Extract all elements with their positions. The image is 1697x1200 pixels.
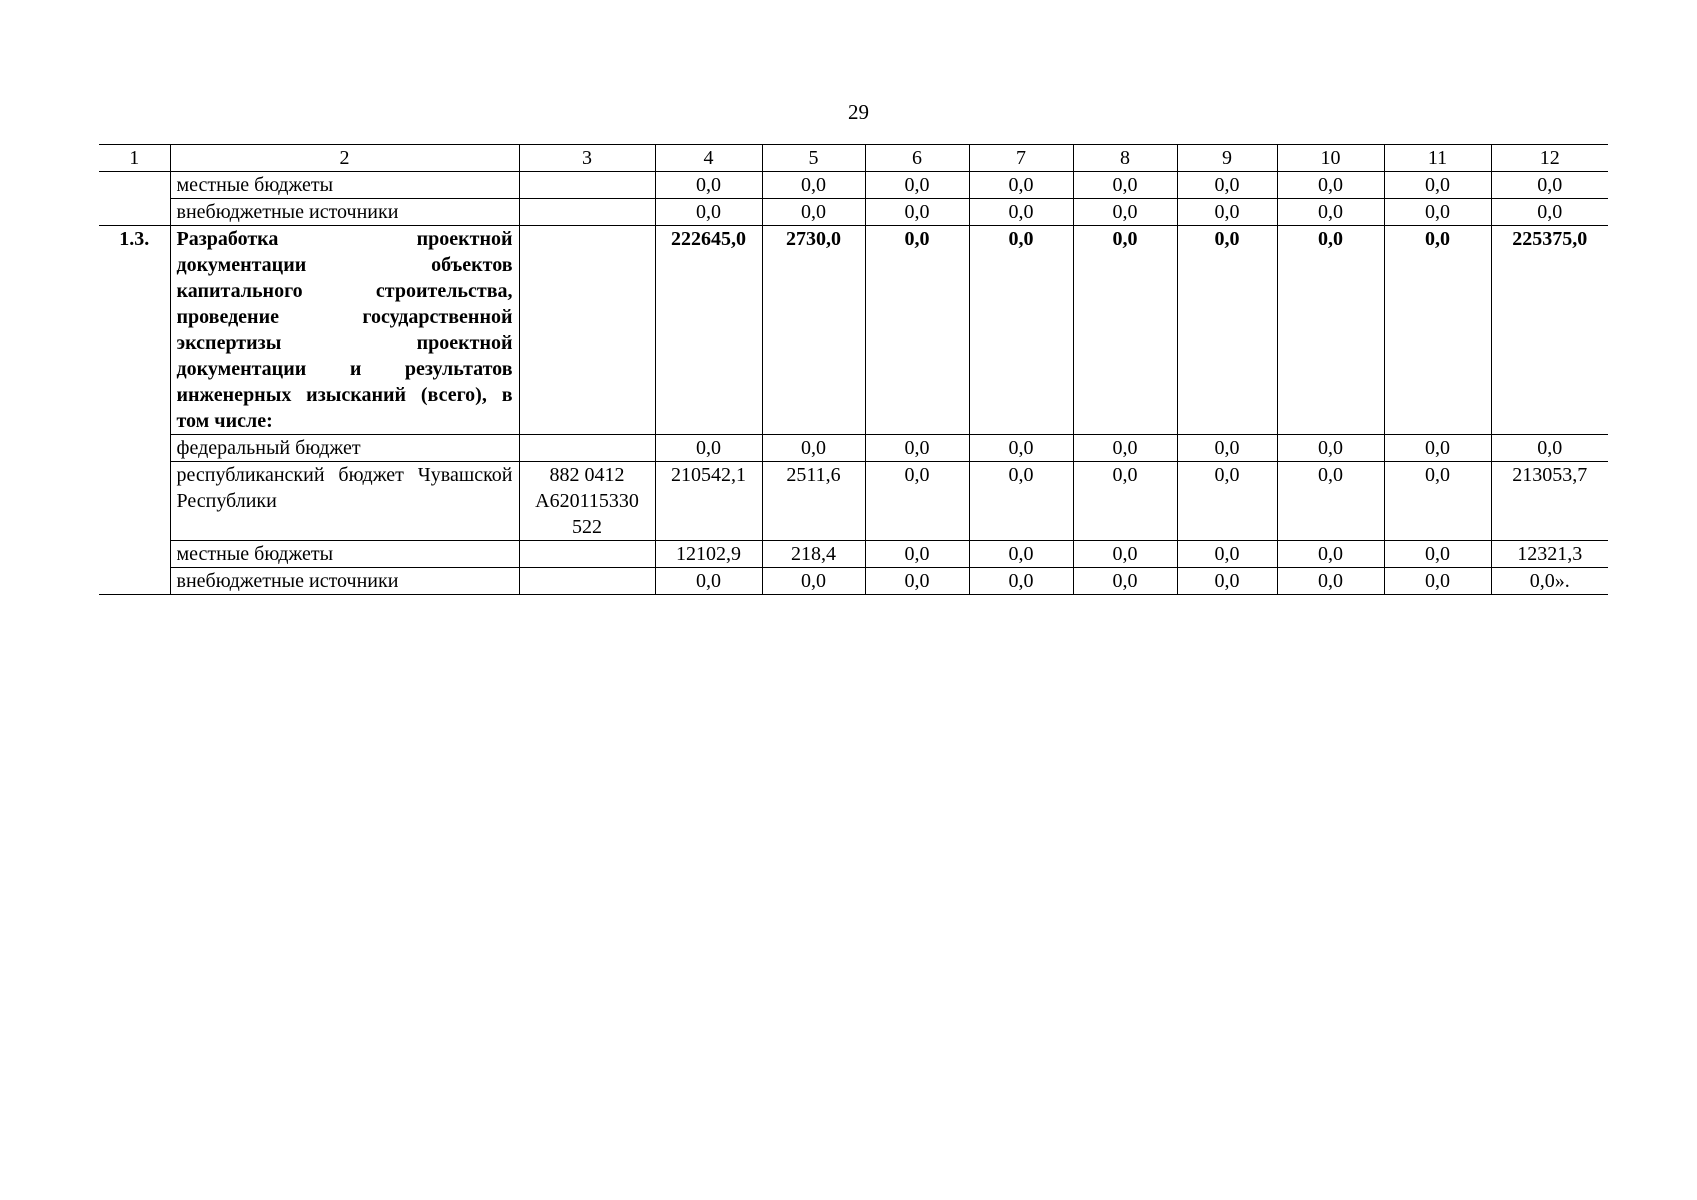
value-cell: 0,0 bbox=[1384, 462, 1491, 541]
value-cell: 2511,6 bbox=[762, 462, 865, 541]
value-cell: 0,0 bbox=[1073, 568, 1177, 595]
column-number: 3 bbox=[519, 145, 655, 172]
page-number: 29 bbox=[848, 100, 869, 124]
value-cell: 0,0 bbox=[1491, 199, 1608, 226]
value-cell: 0,0 bbox=[655, 172, 762, 199]
value-cell: 0,0 bbox=[969, 435, 1073, 462]
table-row bbox=[99, 462, 1608, 541]
value-cell: 0,0 bbox=[865, 435, 969, 462]
budget-code-line: 522 bbox=[572, 516, 602, 538]
column-number: 8 bbox=[1073, 145, 1177, 172]
value-cell: 0,0 bbox=[1384, 435, 1491, 462]
value-cell: 0,0 bbox=[1384, 172, 1491, 199]
row-name: местные бюджеты bbox=[170, 172, 519, 199]
value-cell: 210542,1 bbox=[655, 462, 762, 541]
value-cell: 0,0 bbox=[865, 568, 969, 595]
value-cell: 0,0 bbox=[1177, 172, 1277, 199]
value-cell: 222645,0 bbox=[655, 226, 762, 435]
budget-code bbox=[519, 435, 655, 462]
value-cell: 0,0 bbox=[969, 568, 1073, 595]
row-name: внебюджетные источники bbox=[170, 568, 519, 595]
column-number: 5 bbox=[762, 145, 865, 172]
row-name: внебюджетные источники bbox=[170, 199, 519, 226]
value-cell: 0,0 bbox=[1073, 435, 1177, 462]
value-cell: 0,0 bbox=[1073, 172, 1177, 199]
table-row bbox=[99, 541, 1608, 568]
value-cell: 0,0 bbox=[865, 226, 969, 435]
value-cell: 0,0 bbox=[1073, 462, 1177, 541]
value-cell: 0,0 bbox=[1073, 541, 1177, 568]
column-number: 11 bbox=[1384, 145, 1491, 172]
value-cell: 0,0 bbox=[762, 172, 865, 199]
row-name: местные бюджеты bbox=[170, 541, 519, 568]
value-cell: 225375,0 bbox=[1491, 226, 1608, 435]
value-cell: 0,0 bbox=[1277, 435, 1384, 462]
index-cell-empty bbox=[99, 172, 170, 226]
column-number: 10 bbox=[1277, 145, 1384, 172]
column-number: 7 bbox=[969, 145, 1073, 172]
table-row bbox=[99, 199, 1608, 226]
value-cell: 0,0 bbox=[1073, 226, 1177, 435]
budget-code bbox=[519, 541, 655, 568]
value-cell: 218,4 bbox=[762, 541, 865, 568]
budget-code-line: А620115330 bbox=[535, 490, 639, 512]
budget-code bbox=[519, 172, 655, 199]
value-cell: 0,0 bbox=[1177, 541, 1277, 568]
column-number: 6 bbox=[865, 145, 969, 172]
value-cell: 0,0 bbox=[1277, 226, 1384, 435]
value-cell: 0,0 bbox=[1073, 199, 1177, 226]
column-number-row bbox=[99, 145, 1608, 172]
row-name: федеральный бюджет bbox=[170, 435, 519, 462]
value-cell: 0,0 bbox=[1277, 199, 1384, 226]
value-cell: 0,0 bbox=[1491, 435, 1608, 462]
value-cell: 0,0 bbox=[865, 199, 969, 226]
value-cell: 0,0 bbox=[1277, 172, 1384, 199]
value-cell: 0,0 bbox=[865, 172, 969, 199]
value-cell: 0,0 bbox=[655, 568, 762, 595]
column-number: 4 bbox=[655, 145, 762, 172]
value-cell: 12321,3 bbox=[1491, 541, 1608, 568]
value-cell: 0,0 bbox=[1277, 541, 1384, 568]
column-number: 2 bbox=[170, 145, 519, 172]
value-cell: 0,0 bbox=[969, 226, 1073, 435]
budget-code bbox=[519, 226, 655, 435]
table-row bbox=[99, 568, 1608, 595]
value-cell: 0,0 bbox=[865, 462, 969, 541]
value-cell: 0,0 bbox=[969, 462, 1073, 541]
value-cell: 0,0 bbox=[655, 199, 762, 226]
value-cell: 0,0 bbox=[1277, 462, 1384, 541]
value-cell: 0,0 bbox=[762, 435, 865, 462]
row-name: республиканский бюджет Чувашской Республики bbox=[170, 462, 519, 541]
column-number: 12 bbox=[1491, 145, 1608, 172]
value-cell: 213053,7 bbox=[1491, 462, 1608, 541]
value-cell: 0,0 bbox=[969, 172, 1073, 199]
table-row bbox=[99, 172, 1608, 199]
value-cell: 0,0 bbox=[1491, 172, 1608, 199]
budget-table bbox=[99, 144, 1608, 595]
value-cell: 0,0 bbox=[1177, 199, 1277, 226]
value-cell: 0,0 bbox=[1384, 226, 1491, 435]
budget-code bbox=[519, 199, 655, 226]
value-cell: 0,0 bbox=[1177, 568, 1277, 595]
budget-code bbox=[519, 462, 655, 541]
value-cell: 0,0 bbox=[865, 541, 969, 568]
column-number: 9 bbox=[1177, 145, 1277, 172]
value-cell: 0,0 bbox=[1177, 462, 1277, 541]
value-cell: 12102,9 bbox=[655, 541, 762, 568]
value-cell: 0,0 bbox=[1384, 568, 1491, 595]
value-cell: 0,0 bbox=[762, 568, 865, 595]
value-cell: 0,0 bbox=[1384, 199, 1491, 226]
column-number: 1 bbox=[99, 145, 170, 172]
section-row bbox=[99, 226, 1608, 435]
value-cell: 0,0». bbox=[1491, 568, 1608, 595]
value-cell: 0,0 bbox=[1384, 541, 1491, 568]
budget-code-line: 882 0412 bbox=[549, 464, 625, 486]
value-cell: 0,0 bbox=[762, 199, 865, 226]
value-cell: 0,0 bbox=[655, 435, 762, 462]
value-cell: 0,0 bbox=[969, 199, 1073, 226]
section-index: 1.3. bbox=[99, 226, 170, 595]
value-cell: 0,0 bbox=[1177, 435, 1277, 462]
table-row bbox=[99, 435, 1608, 462]
section-title: Разработка проектной документации объектов капитального строительства, проведение государственной экспертизы проектной документации и результатов инженерных изысканий (всего), в том числе: bbox=[170, 226, 519, 435]
value-cell: 0,0 bbox=[969, 541, 1073, 568]
value-cell: 2730,0 bbox=[762, 226, 865, 435]
value-cell: 0,0 bbox=[1277, 568, 1384, 595]
value-cell: 0,0 bbox=[1177, 226, 1277, 435]
budget-code bbox=[519, 568, 655, 595]
